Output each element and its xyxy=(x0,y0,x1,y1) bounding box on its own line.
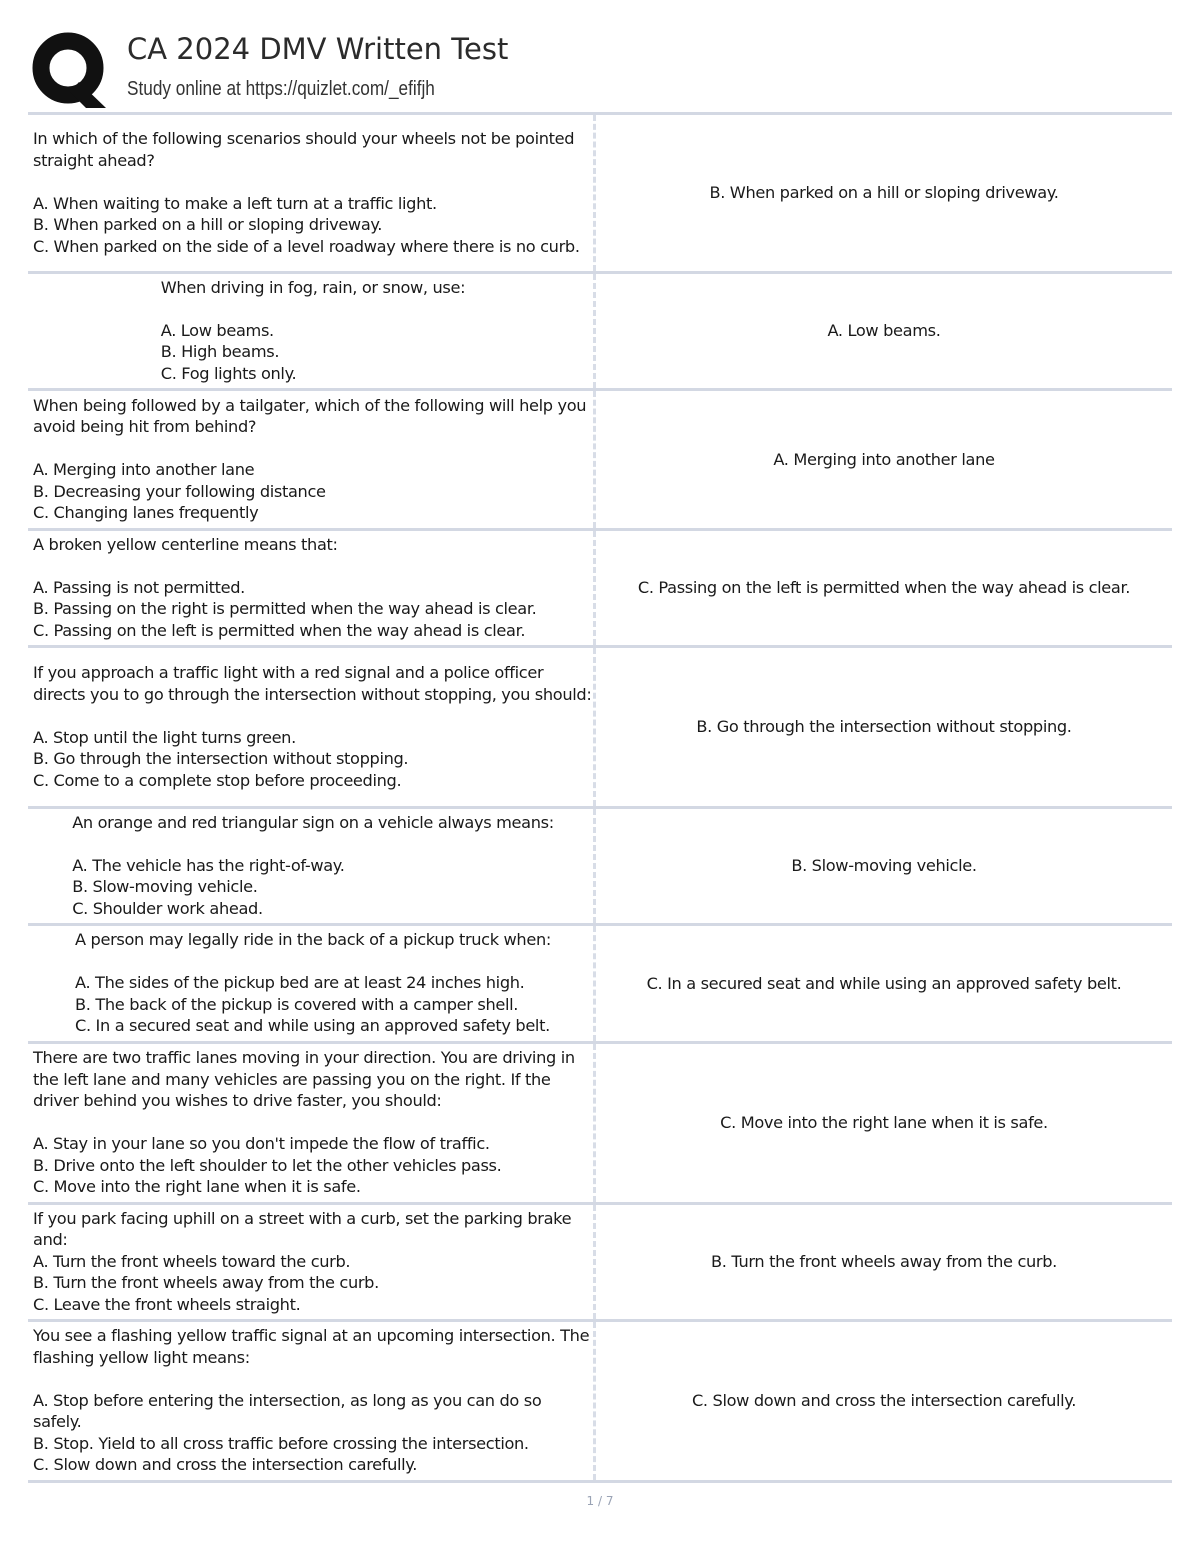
card-term xyxy=(28,809,596,923)
flashcard-row xyxy=(28,926,1172,1044)
card-term-text: An orange and red triangular sign on a vehicle always means: A. The vehicle has the right-of-way. B. Slow-moving vehicle. C. Shoulder work ahead. xyxy=(72,812,554,918)
card-term-text: In which of the following scenarios should your wheels not be pointed straight ahead? A. When waiting to make a left turn at a traffic light. B. When parked on a hill or sloping driveway. C. When parked on the side of a level roadway where there is no curb. xyxy=(33,129,580,256)
card-definition: B. Turn the front wheels away from the curb. xyxy=(711,1252,1057,1272)
card-term xyxy=(28,391,596,528)
study-online-link-text: Study online at https://quizlet.com/_efifjh xyxy=(127,78,435,100)
document-header xyxy=(30,28,1172,110)
card-term xyxy=(28,1322,596,1480)
card-term xyxy=(28,115,596,271)
quizlet-logo-icon xyxy=(30,30,110,110)
card-term xyxy=(28,274,596,388)
flashcard-row xyxy=(28,1205,1172,1322)
flashcard-row xyxy=(28,1322,1172,1483)
card-term-text: When being followed by a tailgater, which of the following will help you avoid being hit from behind? A. Merging into another lane B. Decreasing your following distance C. Changing lanes frequently xyxy=(33,395,587,522)
card-definition: C. Move into the right lane when it is safe. xyxy=(720,1113,1048,1133)
card-term-text: When driving in fog, rain, or snow, use: A. Low beams. B. High beams. C. Fog lights only. xyxy=(160,277,466,383)
card-term-text: A broken yellow centerline means that: A. Passing is not permitted. B. Passing on the right is permitted when the way ahead is clear. C. Passing on the left is permitted when the way ahead is clear. xyxy=(33,534,537,640)
card-definition: B. Go through the intersection without stopping. xyxy=(696,717,1072,737)
flashcard-row xyxy=(28,1044,1172,1205)
flashcard-row xyxy=(28,809,1172,926)
flashcard-row xyxy=(28,274,1172,391)
card-term-text: There are two traffic lanes moving in your direction. You are driving in the left lane and many vehicles are passing you on the right. If the driver behind you wishes to drive faster, you should: A. Stay in your lane so you don't impede the flow of traffic. B. Drive onto the left shoulder to let the other vehicles pass. C. Move into the right lane when it is safe. xyxy=(33,1048,575,1197)
card-term-text: You see a flashing yellow traffic signal at an upcoming intersection. The flashing yellow light means: A. Stop before entering the intersection, as long as you can do so safely. B. Stop. Yield to all cross traffic before crossing the intersection. C. Slow down and cross the intersection carefully. xyxy=(33,1326,590,1475)
flashcard-row xyxy=(28,531,1172,648)
card-definition: A. Low beams. xyxy=(827,321,941,341)
card-term xyxy=(28,531,596,645)
flashcard-list xyxy=(28,115,1172,1483)
card-definition: B. When parked on a hill or sloping driveway. xyxy=(709,183,1059,203)
card-term-text: A person may legally ride in the back of a pickup truck when: A. The sides of the pickup bed are at least 24 inches high. B. The back of the pickup is covered with a camper shell. C. In a secured seat and while using an approved safety belt. xyxy=(75,930,551,1036)
card-term-text: If you park facing uphill on a street with a curb, set the parking brake and: A. Turn the front wheels toward the curb. B. Turn the front wheels away from the curb. C. Leave the front wheels straight. xyxy=(33,1208,572,1314)
card-definition: A. Merging into another lane xyxy=(773,449,995,469)
card-term-text: If you approach a traffic light with a red signal and a police officer directs you to go through the intersection without stopping, you should: A. Stop until the light turns green. B. Go through the intersection without stopping. C. Come to a complete stop before proceeding. xyxy=(33,663,592,790)
card-term xyxy=(28,1205,596,1319)
page-number: 1 / 7 xyxy=(586,1494,614,1508)
card-term xyxy=(28,1044,596,1202)
card-term xyxy=(28,648,596,806)
card-term xyxy=(28,926,596,1041)
card-definition: B. Slow-moving vehicle. xyxy=(791,856,977,876)
flashcard-row xyxy=(28,648,1172,809)
card-definition: C. Passing on the left is permitted when the way ahead is clear. xyxy=(637,578,1131,598)
flashcard-row xyxy=(28,115,1172,274)
card-definition: C. Slow down and cross the intersection carefully. xyxy=(691,1391,1077,1411)
flashcard-row xyxy=(28,391,1172,531)
card-definition: C. In a secured seat and while using an approved safety belt. xyxy=(646,973,1122,993)
document-title: CA 2024 DMV Written Test xyxy=(127,32,509,66)
